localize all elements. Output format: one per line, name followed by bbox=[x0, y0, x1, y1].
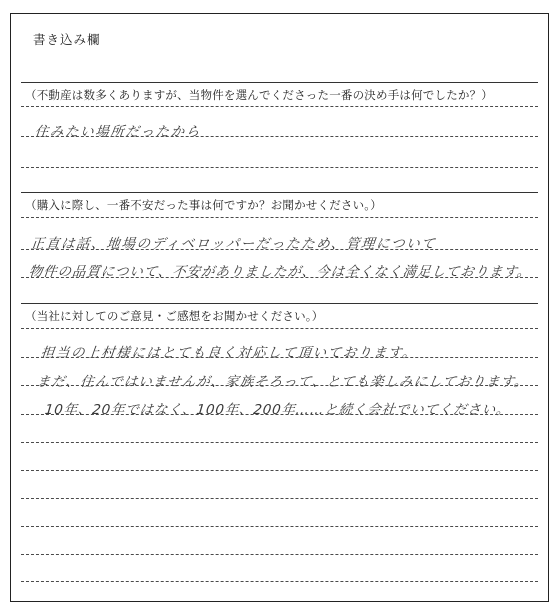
writing-line bbox=[21, 249, 538, 250]
writing-line bbox=[21, 357, 538, 358]
section-divider bbox=[21, 303, 538, 304]
answer-feedback-line-1: 担当の上村様にはとても良く対応して頂いております。 bbox=[39, 345, 419, 361]
writing-line bbox=[21, 385, 538, 386]
writing-line bbox=[21, 167, 538, 168]
writing-line bbox=[21, 328, 538, 329]
writing-line bbox=[21, 498, 538, 499]
question-deciding-factor: （不動産は数多くありますが、当物件を選んでくださった一番の決め手は何でしたか？） bbox=[25, 88, 493, 102]
answer-concerns-line-1: 正直は話、地場のディベロッパーだったため、管理について bbox=[29, 236, 438, 252]
answer-feedback-line-2: まだ、住んではいませんが、家族そろって、とても楽しみにしております。 bbox=[35, 374, 530, 390]
answer-deciding-factor-line-1: 住みたい場所だったから bbox=[33, 124, 202, 140]
comment-sheet bbox=[10, 13, 549, 602]
question-concerns: （購入に際し、一番不安だった事は何ですか？お聞かせください。） bbox=[25, 198, 382, 212]
form-title: 書き込み欄 bbox=[33, 32, 101, 47]
answer-feedback-line-3: 10年、20年ではなく、100年、200年……と続く会社でいてください。 bbox=[43, 402, 512, 418]
writing-line bbox=[21, 106, 538, 107]
writing-line bbox=[21, 442, 538, 443]
writing-line bbox=[21, 414, 538, 415]
writing-line bbox=[21, 136, 538, 137]
writing-line bbox=[21, 581, 538, 582]
writing-line bbox=[21, 554, 538, 555]
answer-concerns-line-2: 物件の品質について、不安がありましたが、今は全くなく満足しております。 bbox=[27, 264, 533, 280]
writing-line bbox=[21, 470, 538, 471]
writing-line bbox=[21, 217, 538, 218]
writing-line bbox=[21, 526, 538, 527]
question-feedback: （当社に対してのご意見・ご感想をお聞かせください。） bbox=[25, 309, 324, 323]
writing-line bbox=[21, 277, 538, 278]
section-divider bbox=[21, 82, 538, 83]
section-divider bbox=[21, 192, 538, 193]
